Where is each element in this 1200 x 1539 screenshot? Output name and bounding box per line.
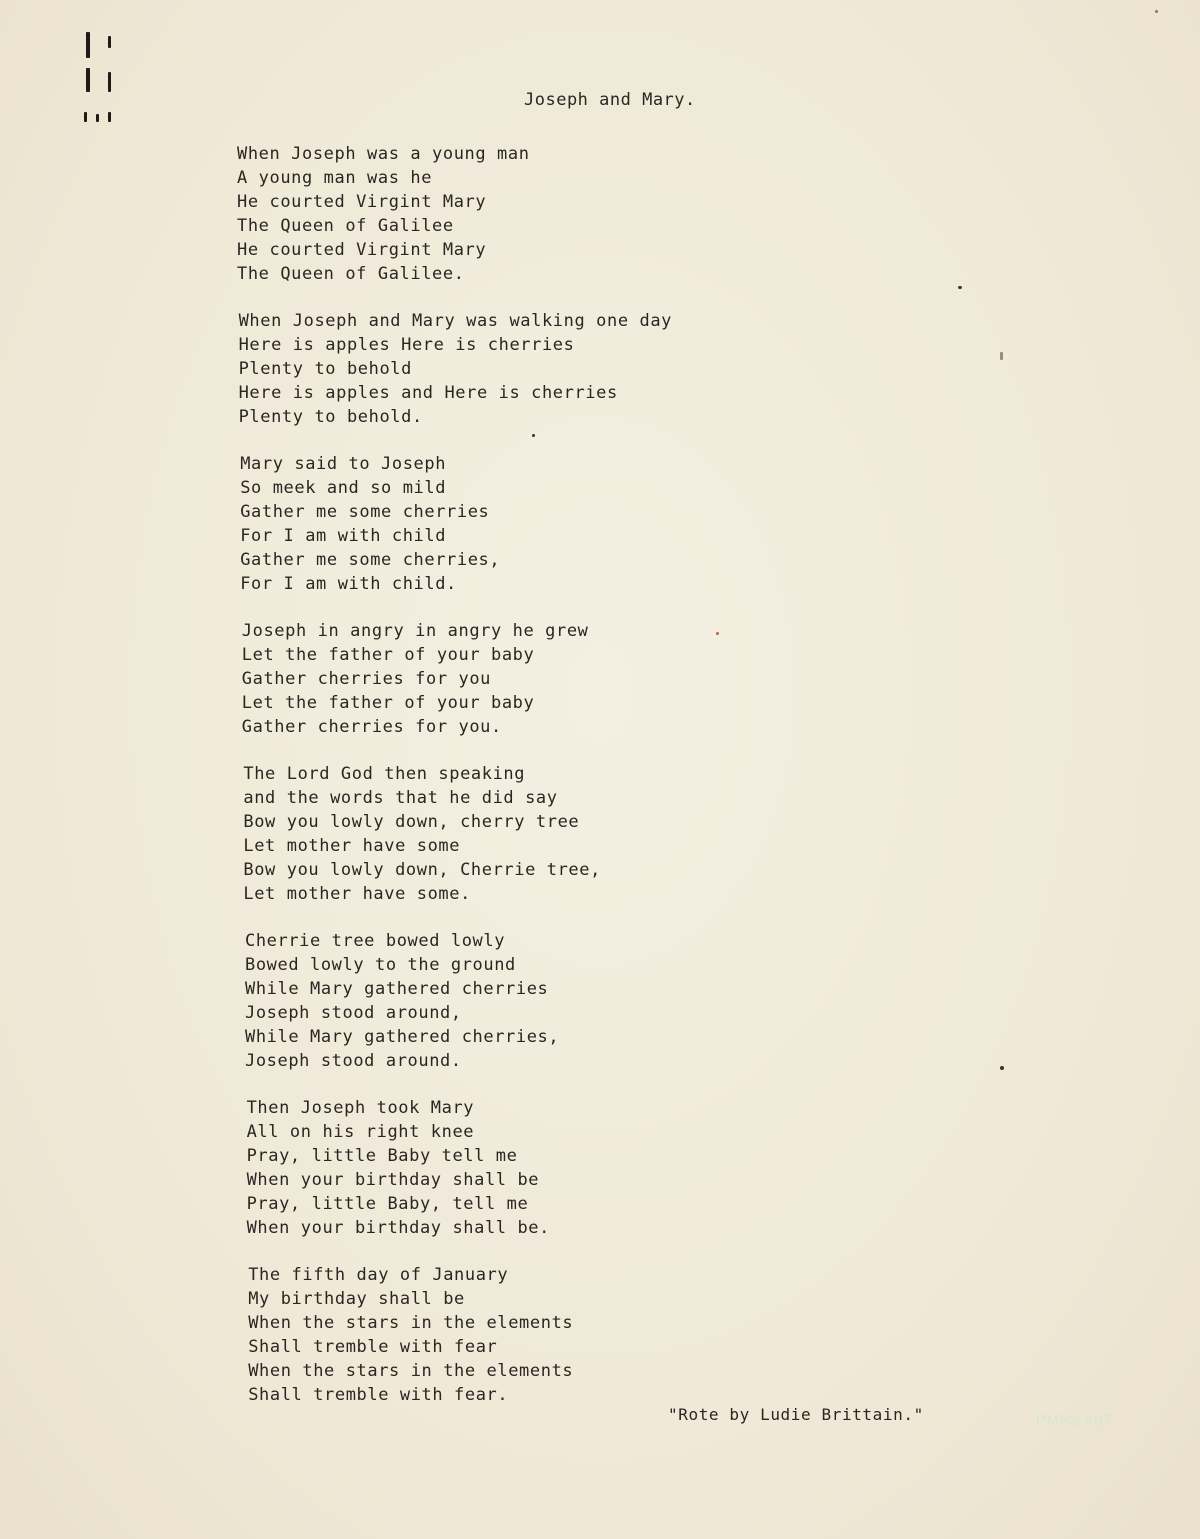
punch-hole-marks <box>72 28 116 128</box>
poem-line: Here is apples and Here is cherries <box>238 383 618 403</box>
poem-line: Gather me some cherries, <box>240 550 501 570</box>
poem-line: Bow you lowly down, Cherrie tree, <box>243 860 601 880</box>
paper-speck <box>1155 10 1158 13</box>
attribution: "Rote by Ludie Brittain." <box>668 1405 924 1424</box>
poem-line: Joseph stood around, <box>245 1003 462 1023</box>
poem-line: So meek and so mild <box>240 478 447 498</box>
stanza <box>245 929 777 1073</box>
poem-line: Joseph in angry in angry he grew <box>241 621 589 641</box>
poem-line: Shall tremble with fear. <box>248 1385 509 1405</box>
poem-line: He courted Virgint Mary <box>237 240 487 260</box>
poem-line: Shall tremble with fear <box>248 1337 498 1357</box>
stanza <box>239 309 777 429</box>
archive-stamp: PMSS 207 <box>1036 1412 1112 1429</box>
poem-line: Then Joseph took Mary <box>246 1098 475 1118</box>
paper-speck <box>716 632 719 635</box>
poem-line: Bow you lowly down, cherry tree <box>243 812 580 832</box>
paper-speck <box>532 434 535 437</box>
poem-line: The fifth day of January <box>248 1265 509 1285</box>
poem-line: Gather me some cherries <box>240 502 490 522</box>
stanza <box>248 1263 777 1407</box>
poem-line: When your birthday shall be <box>246 1170 540 1190</box>
poem-line: All on his right knee <box>246 1122 475 1142</box>
poem-line: Here is apples Here is cherries <box>238 335 575 355</box>
paper-speck <box>1000 1066 1004 1070</box>
poem-line: Gather cherries for you <box>241 669 491 689</box>
poem-line: He courted Virgint Mary <box>237 192 487 212</box>
poem-line: When the stars in the elements <box>248 1313 574 1333</box>
poem-line: Cherrie tree bowed lowly <box>245 931 506 951</box>
poem-line: Let mother have some <box>243 836 461 856</box>
poem-title: Joseph and Mary. <box>524 90 696 110</box>
poem-line: When Joseph and Mary was walking one day <box>238 311 672 331</box>
stanza <box>243 762 777 906</box>
poem-line: and the words that he did say <box>243 788 558 808</box>
poem-line: Let mother have some. <box>243 884 471 904</box>
poem-line: Plenty to behold. <box>238 407 423 427</box>
poem-line: When Joseph was a young man <box>237 144 530 164</box>
poem-line: While Mary gathered cherries <box>245 979 549 999</box>
poem-line: Pray, little Baby tell me <box>246 1146 518 1166</box>
poem-line: Let the father of your baby <box>241 693 535 713</box>
poem-line: Let the father of your baby <box>241 645 535 665</box>
poem-line: Pray, little Baby, tell me <box>246 1194 529 1214</box>
poem-line: For I am with child <box>240 526 447 546</box>
poem-line: My birthday shall be <box>248 1289 465 1309</box>
stanza <box>247 1096 777 1240</box>
poem-line: While Mary gathered cherries, <box>245 1027 560 1047</box>
paper-speck <box>958 286 962 289</box>
poem-line: A young man was he <box>237 168 433 188</box>
poem-line: The Queen of Galilee <box>237 216 454 236</box>
poem-line: When your birthday shall be. <box>246 1218 550 1238</box>
poem-line: For I am with child. <box>240 574 457 594</box>
poem-line: Joseph stood around. <box>245 1051 462 1071</box>
stanza <box>240 452 777 596</box>
poem-line: Bowed lowly to the ground <box>245 955 516 975</box>
poem-line: The Lord God then speaking <box>243 764 526 784</box>
paper-speck <box>1000 352 1003 360</box>
stanza <box>237 142 777 286</box>
poem-body <box>237 142 777 1430</box>
poem-line: Plenty to behold <box>238 359 412 379</box>
stanza <box>242 619 777 739</box>
poem-line: Gather cherries for you. <box>241 717 502 737</box>
poem-line: Mary said to Joseph <box>240 454 447 474</box>
poem-line: When the stars in the elements <box>248 1361 574 1381</box>
poem-line: The Queen of Galilee. <box>237 264 465 284</box>
